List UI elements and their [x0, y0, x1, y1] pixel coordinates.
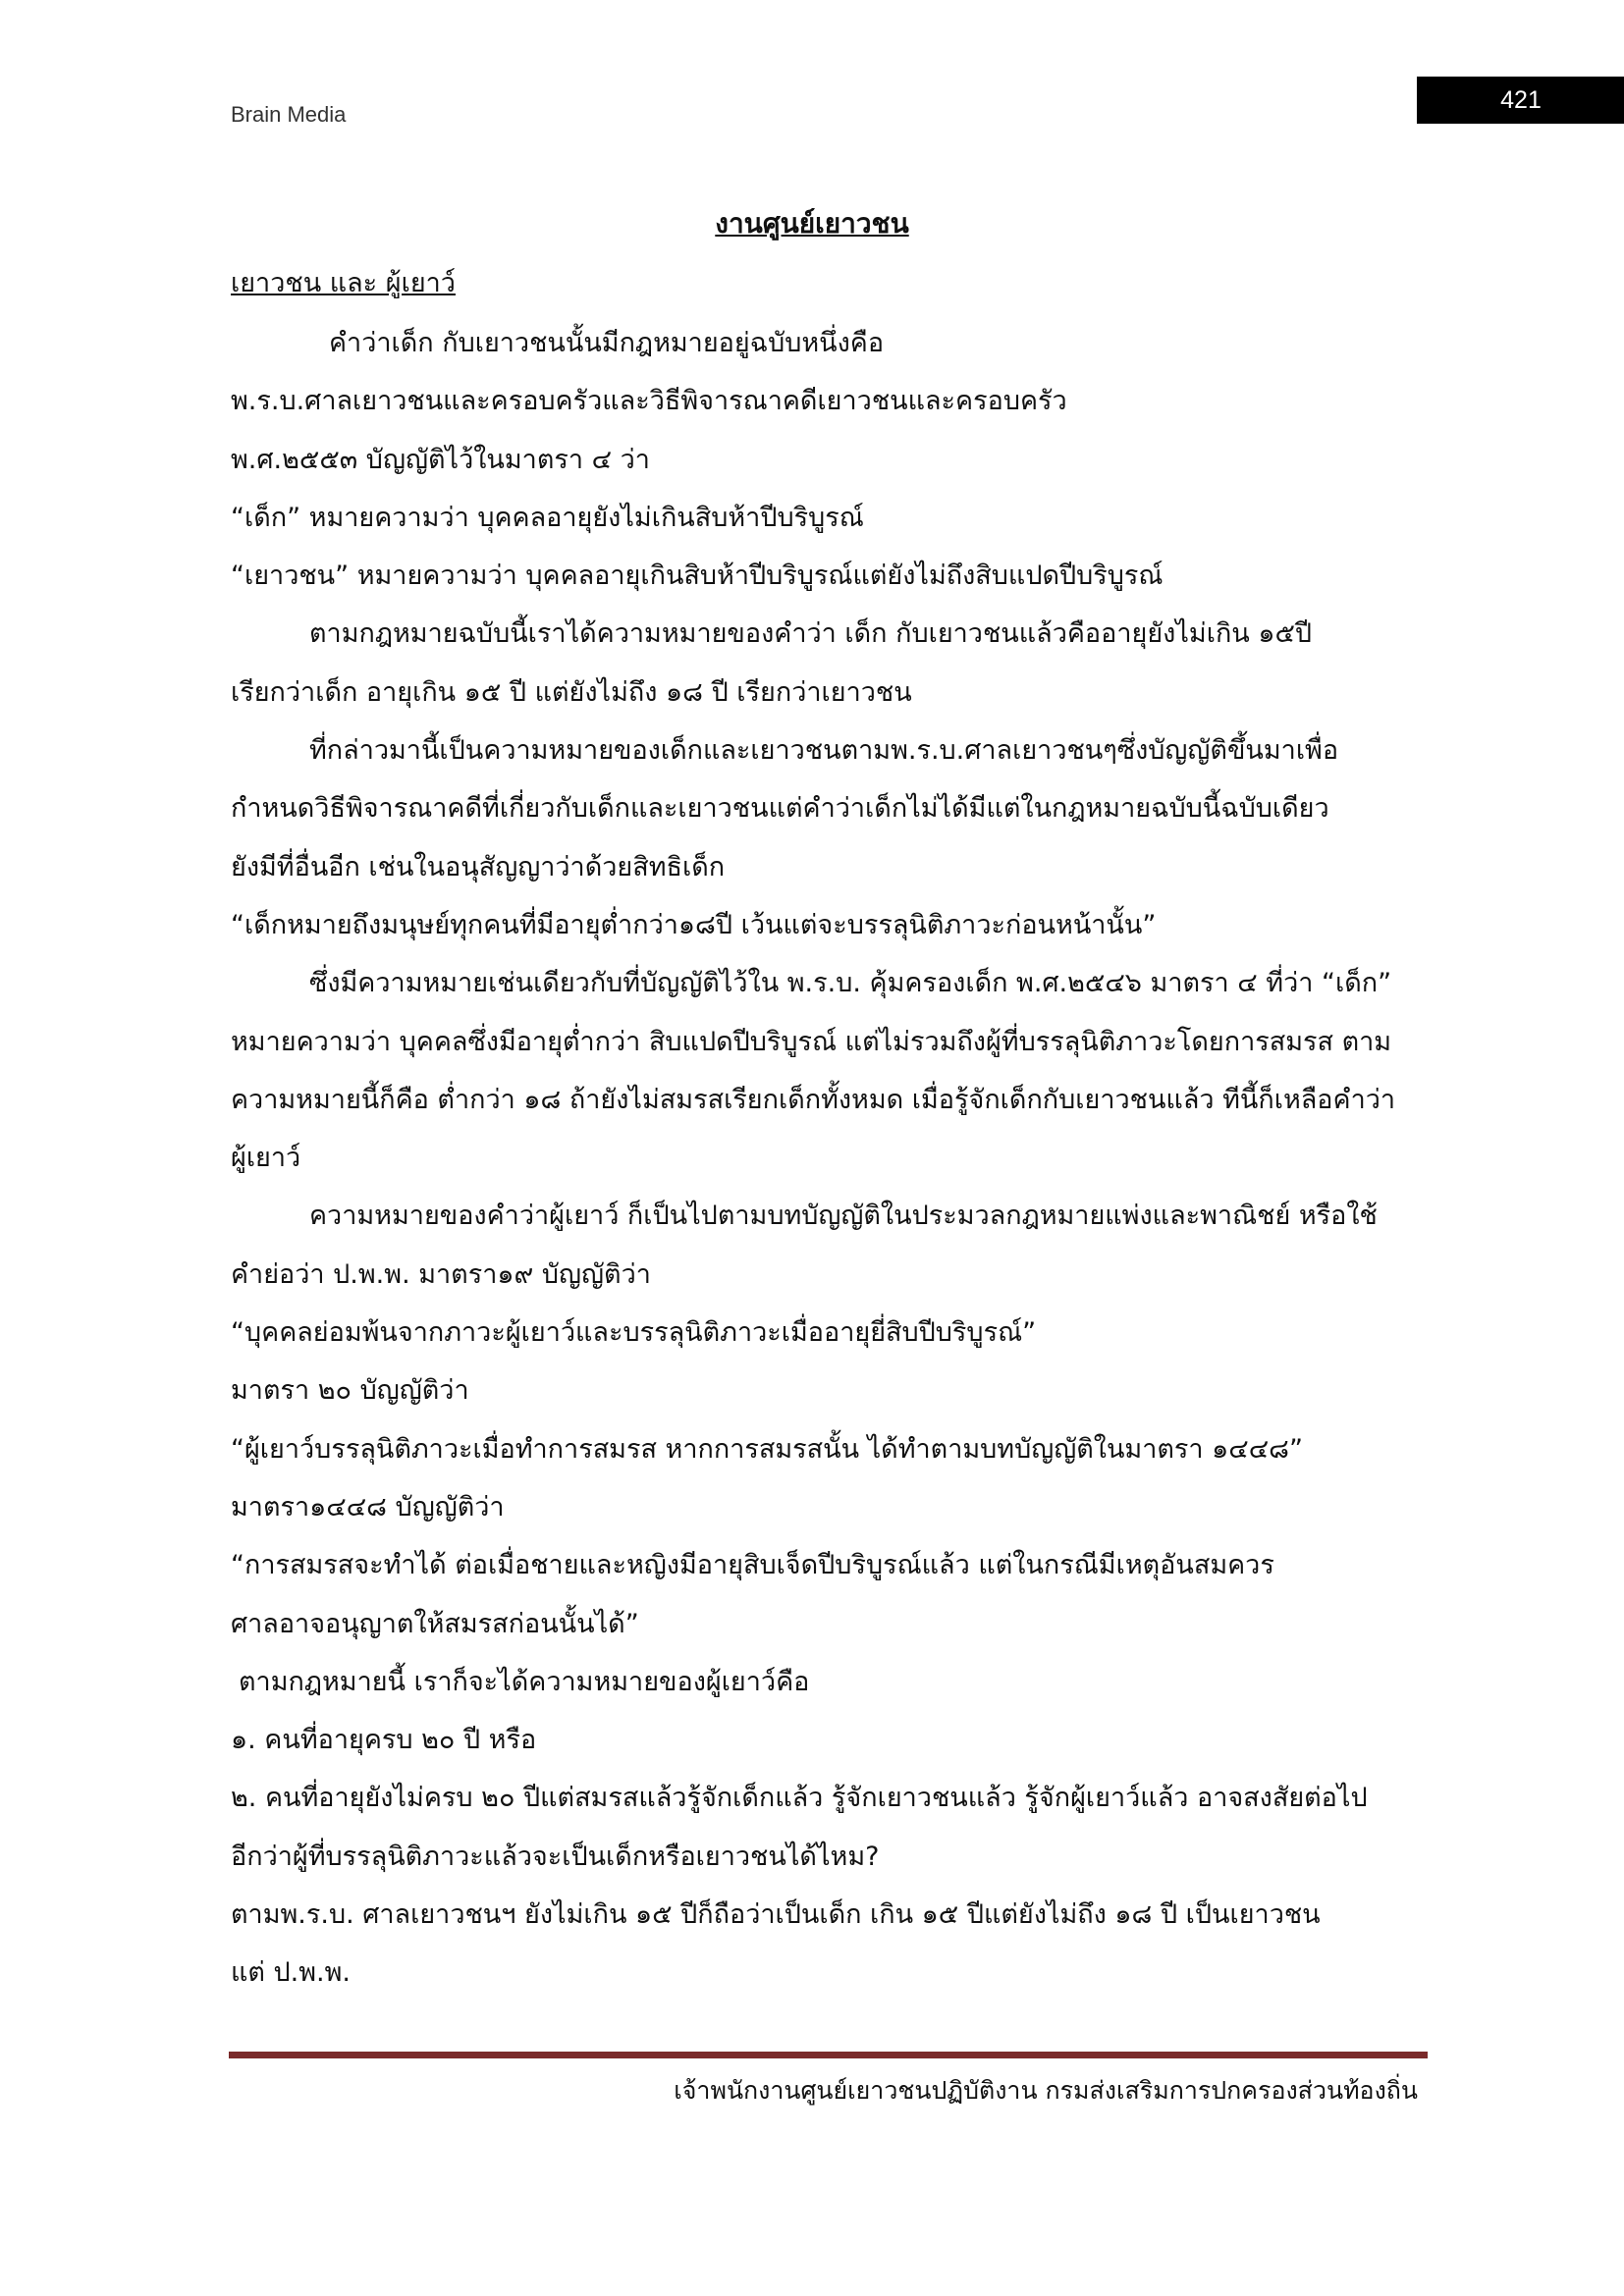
body-line: คำย่อว่า ป.พ.พ. มาตรา๑๙ บัญญัติว่า	[231, 1258, 651, 1290]
body-line: มาตรา ๒๐ บัญญัติว่า	[231, 1375, 469, 1407]
body-line: กำหนดวิธีพิจารณาคดีที่เกี่ยวกับเด็กและเยาวชนแต่คำว่าเด็กไม่ได้มีแต่ในกฎหมายฉบับนี้ฉบับเดียว	[231, 793, 1329, 825]
body-line: แต่ ป.พ.พ.	[231, 1957, 352, 1989]
body-line: ความหมายนี้ก็คือ ต่ำกว่า ๑๘ ถ้ายังไม่สมรสเรียกเด็กทั้งหมด เมื่อรู้จักเด็กกับเยาวชนแล้ว ทีนี้ก็เหลือคำว่า	[231, 1084, 1396, 1115]
document-body	[231, 314, 1409, 2002]
body-line: หมายความว่า บุคคลซึ่งมีอายุต่ำกว่า สิบแปดปีบริบูรณ์ แต่ไม่รวมถึงผู้ที่บรรลุนิติภาวะโดยการสมรส ตาม	[231, 1026, 1392, 1057]
body-line: พ.ศ.๒๕๕๓ บัญญัติไว้ในมาตรา ๔ ว่า	[231, 444, 650, 475]
body-line: “บุคคลย่อมพ้นจากภาวะผู้เยาว์และบรรลุนิติภาวะเมื่ออายุยี่สิบปีบริบูรณ์”	[231, 1317, 1037, 1349]
list-item: ๒. คนที่อายุยังไม่ครบ ๒๐ ปีแต่สมรสแล้วรู้จักเด็กแล้ว รู้จักเยาวชนแล้ว รู้จักผู้เยาว์แล้ว อาจสงสัยต่อไป	[231, 1783, 1368, 1814]
body-line: “เด็ก” หมายความว่า บุคคลอายุยังไม่เกินสิบห้าปีบริบูรณ์	[231, 502, 864, 533]
body-line: ผู้เยาว์	[231, 1143, 301, 1174]
body-line: “เยาวชน” หมายความว่า บุคคลอายุเกินสิบห้าปีบริบูรณ์แต่ยังไม่ถึงสิบแปดปีบริบูรณ์	[231, 561, 1164, 592]
header-left-text: Brain Media	[231, 102, 347, 127]
body-line: “การสมรสจะทำได้ ต่อเมื่อชายและหญิงมีอายุสิบเจ็ดปีบริบูรณ์แล้ว แต่ในกรณีมีเหตุอันสมควร	[231, 1550, 1274, 1581]
body-line: ที่กล่าวมานี้เป็นความหมายของเด็กและเยาวชนตามพ.ร.บ.ศาลเยาวชนๆซึ่งบัญญัติขึ้นมาเพื่อ	[309, 735, 1339, 767]
body-line: ยังมีที่อื่นอีก เช่นในอนุสัญญาว่าด้วยสิทธิเด็ก	[231, 851, 726, 882]
body-line: อีกว่าผู้ที่บรรลุนิติภาวะแล้วจะเป็นเด็กหรือเยาวชนได้ไหม?	[231, 1841, 880, 1872]
body-line: มาตรา๑๔๔๘ บัญญัติว่า	[231, 1491, 505, 1522]
body-line: ตามกฎหมายนี้ เราก็จะได้ความหมายของผู้เยาว์คือ	[239, 1666, 810, 1697]
section-subtitle: เยาวชน และ ผู้เยาว์	[231, 268, 456, 298]
footer-text: เจ้าพนักงานศูนย์เยาวชนปฏิบัติงาน กรมส่งเสริมการปกครองส่วนท้องถิ่น	[674, 2076, 1418, 2105]
body-line: ศาลอาจอนุญาตให้สมรสก่อนนั้นได้”	[231, 1608, 639, 1639]
body-line: ซึ่งมีความหมายเช่นเดียวกับที่บัญญัติไว้ใน พ.ร.บ. คุ้มครองเด็ก พ.ศ.๒๕๔๖ มาตรา ๔ ที่ว่า “เด็ก”	[309, 968, 1392, 999]
body-line: ตามกฎหมายฉบับนี้เราได้ความหมายของคำว่า เด็ก กับเยาวชนแล้วคืออายุยังไม่เกิน ๑๕ปี	[309, 618, 1313, 650]
body-line: ตามพ.ร.บ. ศาลเยาวชนฯ ยังไม่เกิน ๑๕ ปีก็ถือว่าเป็นเด็ก เกิน ๑๕ ปีแต่ยังไม่ถึง ๑๘ ปี เป็นเยาวชน	[231, 1899, 1321, 1931]
body-line: เรียกว่าเด็ก อายุเกิน ๑๕ ปี แต่ยังไม่ถึง ๑๘ ปี เรียกว่าเยาวชน	[231, 676, 912, 708]
body-line: “ผู้เยาว์บรรลุนิติภาวะเมื่อทำการสมรส หากการสมรสนั้น ได้ทำตามบทบัญญัติในมาตรา ๑๔๔๘”	[231, 1433, 1303, 1465]
list-item: ๑. คนที่อายุครบ ๒๐ ปี หรือ	[231, 1725, 537, 1756]
page-number-badge: 421	[1417, 77, 1624, 124]
document-title: งานศูนย์เยาวชน	[715, 207, 909, 240]
body-line: “เด็กหมายถึงมนุษย์ทุกคนที่มีอายุต่ำกว่า๑๘ปี เว้นแต่จะบรรลุนิติภาวะก่อนหน้านั้น”	[231, 909, 1157, 940]
body-line: คำว่าเด็ก กับเยาวชนนั้นมีกฎหมายอยู่ฉบับหนึ่งคือ	[329, 328, 885, 358]
footer-rule	[229, 2052, 1428, 2058]
body-line: ความหมายของคำว่าผู้เยาว์ ก็เป็นไปตามบทบัญญัติในประมวลกฎหมายแพ่งและพาณิชย์ หรือใช้	[309, 1201, 1378, 1232]
body-line: พ.ร.บ.ศาลเยาวชนและครอบครัวและวิธีพิจารณาคดีเยาวชนและครอบครัว	[231, 386, 1067, 417]
